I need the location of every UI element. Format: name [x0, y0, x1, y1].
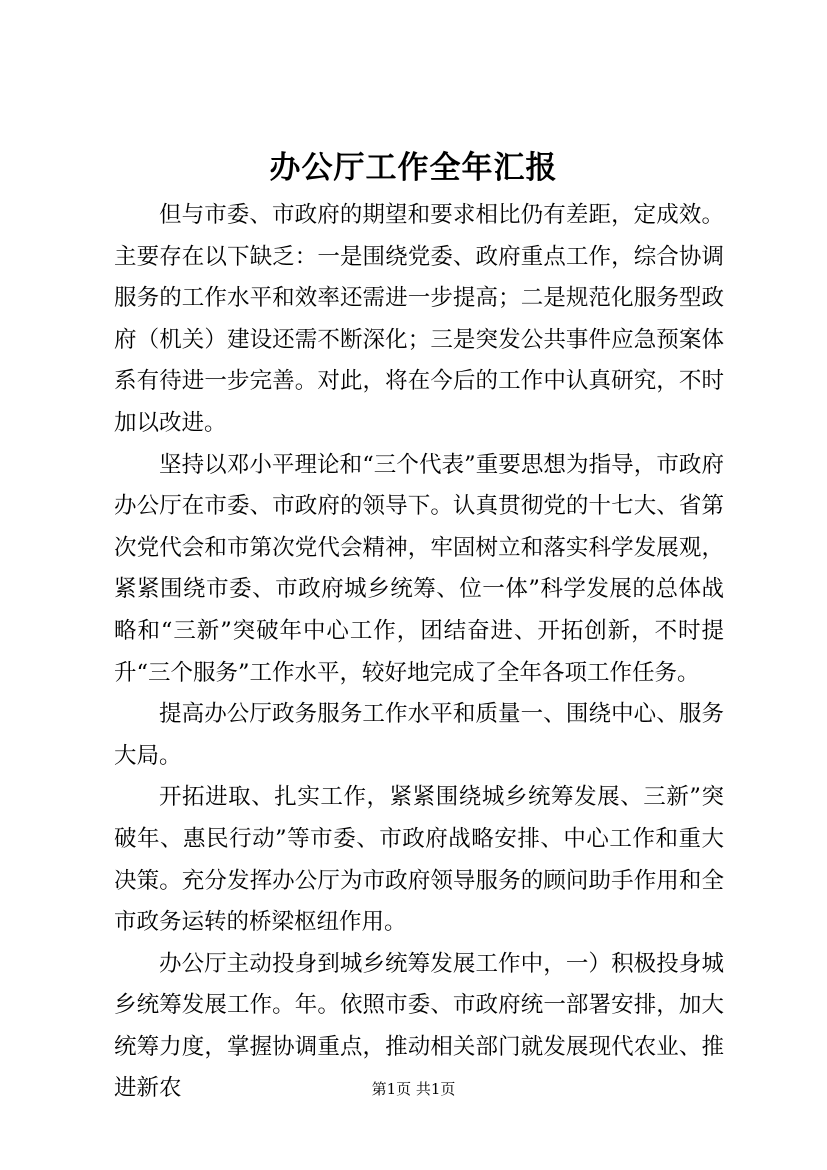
page-number-footer: 第1页 共1页 [371, 1080, 456, 1098]
paragraph: 开拓进取、扎实工作，紧紧围绕城乡统筹发展、三新”突破年、惠民行动”等市委、市政府战略安排、中心工作和重大决策。充分发挥办公厅为市政府领导服务的顾问助手作用和全市政务运转的桥梁枢纽作用。 [114, 784, 724, 936]
paragraph: 坚持以邓小平理论和“三个代表”重要思想为指导，市政府办公厅在市委、市政府的领导下。认真贯彻党的十七大、省第次党代会和市第次党代会精神，牢固树立和落实科学发展观，紧紧围绕市委、市政府城乡统筹、位一体”科学发展的总体战略和“三新”突破年中心工作，团结奋进、开拓创新，不时提升“三个服务”工作水平，较好地完成了全年各项工作任务。 [114, 451, 724, 686]
paragraph: 提高办公厅政务服务工作水平和质量一、围绕中心、服务大局。 [114, 701, 724, 769]
paragraph: 但与市委、市政府的期望和要求相比仍有差距，定成效。主要存在以下缺乏：一是围绕党委、政府重点工作，综合协调服务的工作水平和效率还需进一步提高；二是规范化服务型政府（机关）建设还需不断深化；三是突发公共事件应急预案体系有待进一步完善。对此，将在今后的工作中认真研究，不时加以改进。 [114, 202, 724, 436]
document-title: 办公厅工作全年汇报 [269, 150, 558, 186]
paragraph: 办公厅主动投身到城乡统筹发展工作中，一）积极投身城乡统筹发展工作。年。依照市委、市政府统一部署安排，加大统筹力度，掌握协调重点，推动相关部门就发展现代农业、推进新农 [114, 950, 724, 1102]
document-body [114, 195, 724, 1110]
